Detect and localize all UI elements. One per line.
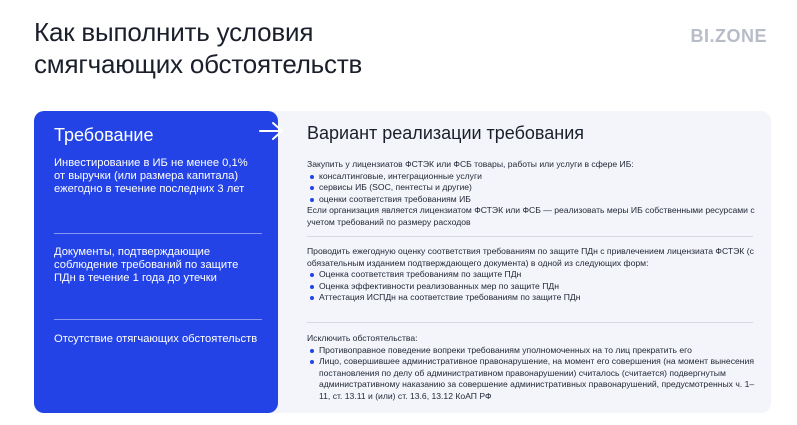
row-divider [54, 319, 262, 320]
implementation-intro: Проводить ежегодную оценку соответствия требованиям по защите ПДн с привлечением лицензиата ФСТЭК (с обязательным изданием подтверждающего документа) в одной из следующих форм: [307, 246, 754, 268]
requirements-column [34, 111, 278, 413]
title-line-2: смягчающих обстоятельств [34, 49, 363, 79]
implementation-1 [307, 159, 761, 229]
row-divider [307, 322, 753, 323]
implementation-intro: Исключить обстоятельства: [307, 333, 418, 343]
row-divider [307, 236, 753, 237]
list-item: Аттестация ИСПДн на соответствие требованиям по защите ПДн [307, 292, 761, 304]
implementation-header: Вариант реализации требования [307, 123, 585, 143]
list-item: сервисы ИБ (SOC, пентесты и другие) [307, 182, 761, 194]
implementation-intro: Закупить у лицензиатов ФСТЭК или ФСБ товары, работы или услуги в сфере ИБ: [307, 159, 634, 169]
arrow-right-icon [258, 120, 286, 142]
list-item: оценки соответствия требованиям ИБ [307, 194, 761, 206]
implementation-3 [307, 333, 761, 403]
requirement-2: Документы, подтверждающие соблюдение требований по защите ПДн в течение 1 года до утечки [54, 246, 239, 284]
page-title [34, 16, 362, 80]
implementation-2 [307, 246, 761, 304]
requirement-3: Отсутствие отягчающих обстоятельств [54, 333, 258, 345]
implementation-list [307, 171, 761, 206]
row-divider [54, 233, 262, 234]
title-line-1: Как выполнить условия [34, 17, 314, 47]
list-item: Оценка соответствия требованиям по защите ПДн [307, 269, 761, 281]
brand-logo: BI.ZONE [690, 26, 767, 46]
implementation-outro: Если организация является лицензиатом ФСТЭК или ФСБ — реализовать меры ИБ собственными ресурсами с учетом требований по размеру расходов [307, 205, 755, 227]
list-item: Противоправное поведение вопреки требованиям уполномоченных на то лиц прекратить его [307, 345, 761, 357]
list-item: Оценка эффективности реализованных мер по защите ПДн [307, 281, 761, 293]
requirements-header: Требование [54, 125, 154, 145]
implementation-list [307, 269, 761, 304]
list-item: консалтинговые, интеграционные услуги [307, 171, 761, 183]
implementation-list [307, 345, 761, 403]
requirement-1: Инвестирование в ИБ не менее 0,1% от выручки (или размера капитала) ежегодно в течение последних 3 лет [54, 157, 248, 195]
list-item: Лицо, совершившее административное правонарушение, на момент его совершения (на момент вынесения постановления по делу об административном правонарушении) считалось (считается) подвергнутым административному наказанию за совершение административных правонарушений, предусмотренных ч. 1–11, ст. 13.11 и (или) ст. 13.6, 13.12 КоАП РФ [307, 356, 761, 402]
